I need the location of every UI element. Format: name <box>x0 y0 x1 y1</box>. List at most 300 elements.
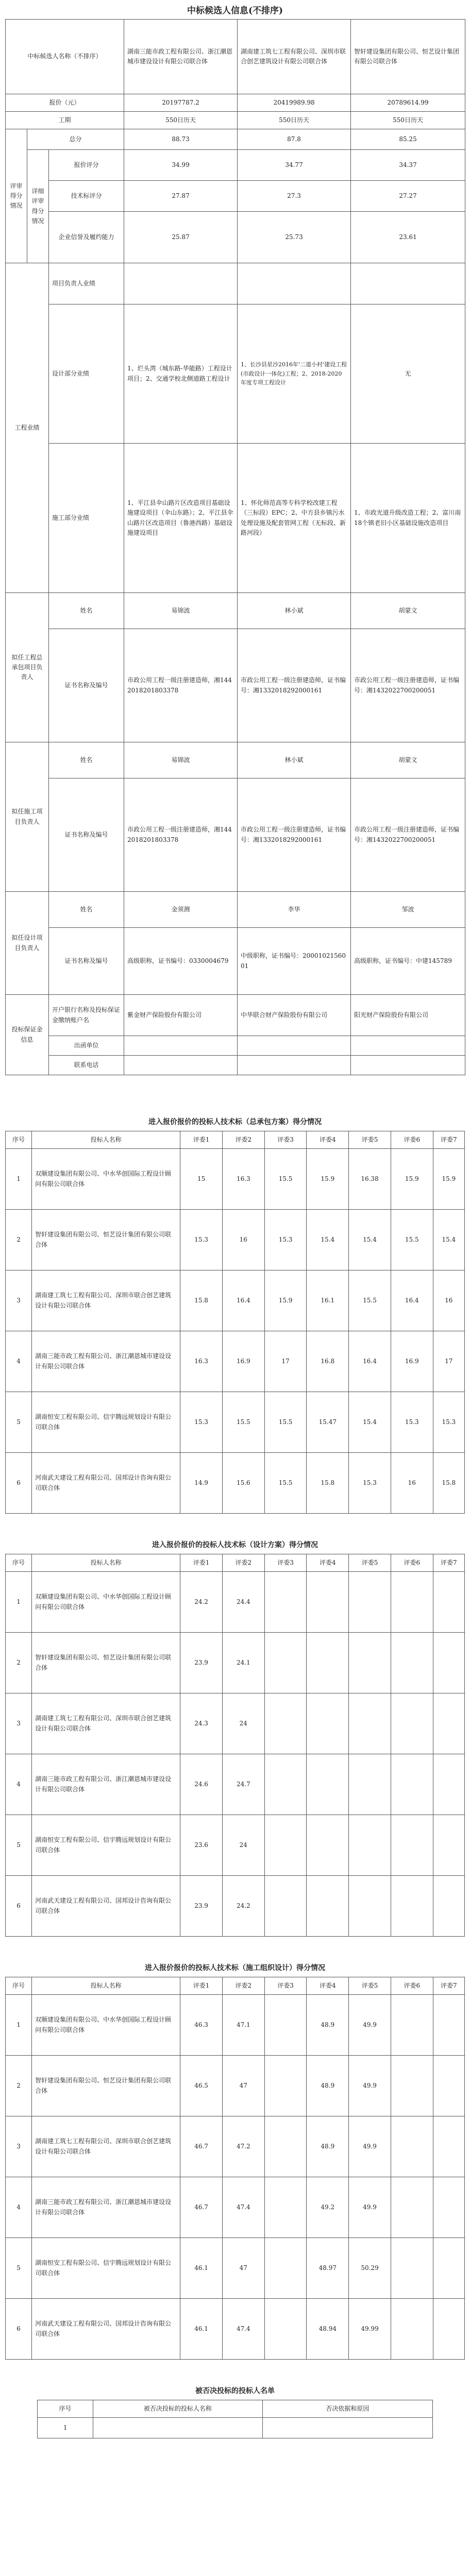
row-index: 6 <box>6 2299 32 2360</box>
perf-row-label: 施工部分业绩 <box>49 444 124 593</box>
judge-score: 23.9 <box>180 1633 223 1693</box>
judge-score <box>264 1995 307 2056</box>
col-header: 序号 <box>6 1977 32 1995</box>
col-header: 评委3 <box>264 1554 307 1572</box>
judge-score: 23.6 <box>180 1815 223 1876</box>
table-row <box>6 2056 465 2116</box>
price-value: 20419989.98 <box>238 94 351 112</box>
judge-score <box>264 2116 307 2177</box>
bidder-name: 湖南三能市政工程有限公司、浙江潮恩城市建设设计有限公司联合体 <box>32 1331 180 1392</box>
col-header: 评委7 <box>433 1977 464 1995</box>
detail-score: 27.87 <box>124 181 238 212</box>
bond-value <box>238 1036 351 1056</box>
bidder-name: 河南武天建设工程有限公司、国邦设计咨询有限公司联合体 <box>32 1876 180 1937</box>
judge-score: 16.3 <box>180 1331 223 1392</box>
judge-score: 24.6 <box>180 1754 223 1815</box>
judge-score: 15.8 <box>433 1453 464 1514</box>
judge-score <box>433 1815 464 1876</box>
judge-score: 16.38 <box>349 1149 391 1210</box>
row-index: 4 <box>6 1754 32 1815</box>
judge-score <box>307 1815 349 1876</box>
judge-score <box>391 1754 433 1815</box>
judge-score: 15.3 <box>391 1392 433 1453</box>
period-value: 550日历天 <box>351 112 465 129</box>
col-header: 投标人名称 <box>32 1131 180 1149</box>
page-title: 中标候选人信息(不排序) <box>187 6 283 16</box>
eval-group-label: 评审得分情况 <box>6 129 27 263</box>
detail-label: 企业信誉及履约能力 <box>49 212 124 263</box>
dm-cert: 中级职称，证书编号：2000102156001 <box>238 928 351 995</box>
judge-score: 46.1 <box>180 2299 223 2360</box>
row-index: 5 <box>6 1392 32 1453</box>
judge-score <box>391 1633 433 1693</box>
judge-score: 17 <box>433 1331 464 1392</box>
bond-row-label: 出函单位 <box>49 1036 124 1056</box>
judge-score <box>433 2177 464 2238</box>
judge-score: 49.2 <box>307 2177 349 2238</box>
row-index: 5 <box>6 2238 32 2299</box>
judge-score: 16.9 <box>391 1331 433 1392</box>
table-row <box>6 1149 465 1210</box>
score-table <box>5 1554 465 1937</box>
judge-score <box>433 1633 464 1693</box>
perf-value <box>124 263 238 304</box>
table-row <box>6 2299 465 2360</box>
period-value: 550日历天 <box>238 112 351 129</box>
judge-score: 24 <box>222 1815 264 1876</box>
judge-score <box>391 1815 433 1876</box>
row-index: 4 <box>6 1331 32 1392</box>
judge-score <box>264 2238 307 2299</box>
judge-score: 16.4 <box>222 1270 264 1331</box>
judge-score: 15.5 <box>222 1392 264 1453</box>
price-label: 报价（元） <box>6 94 124 112</box>
judge-score: 16 <box>433 1270 464 1331</box>
perf-value: 1、平江县伞山路片区改造项目基础设施建设项目（伞山东路）；2、平江县伞山路片区改造项目（鲁港西路）基础设施建设项目 <box>124 444 238 593</box>
table-row <box>6 1270 465 1331</box>
judge-score: 48.9 <box>307 2116 349 2177</box>
table-row <box>6 2238 465 2299</box>
bidder-name: 湖南恒安工程有限公司、信宇腾远规划设计有限公司联合体 <box>32 1392 180 1453</box>
judge-score: 48.9 <box>307 1995 349 2056</box>
row-index: 6 <box>6 1876 32 1937</box>
col-header: 评委5 <box>349 1131 391 1149</box>
perf-value: 无 <box>351 304 465 444</box>
table-row <box>6 1392 465 1453</box>
judge-score <box>264 2299 307 2360</box>
judge-score: 24.3 <box>180 1693 223 1754</box>
judge-score: 47 <box>222 2056 264 2116</box>
score-table <box>5 1131 465 1514</box>
judge-score: 49.9 <box>349 2056 391 2116</box>
judge-score <box>433 1995 464 2056</box>
table-row <box>6 1331 465 1392</box>
judge-score: 15.3 <box>264 1210 307 1270</box>
rejected-table <box>37 2400 432 2438</box>
dm-name-label: 姓名 <box>49 892 124 928</box>
judge-score: 49.9 <box>349 2177 391 2238</box>
judge-score <box>433 2299 464 2360</box>
total-score: 87.8 <box>238 129 351 150</box>
bidder-name: 河南武天建设工程有限公司、国邦设计咨询有限公司联合体 <box>32 2299 180 2360</box>
judge-score: 15.6 <box>222 1453 264 1514</box>
judge-score <box>307 1754 349 1815</box>
cm-cert-label: 证书名称及编号 <box>49 778 124 892</box>
pm-group-label: 拟任工程总承包项目负责人 <box>6 593 49 742</box>
judge-score: 15.4 <box>349 1392 391 1453</box>
judge-score <box>433 2056 464 2116</box>
candidate-name: 湖南三能市政工程有限公司、浙江潮恩城市建设设计有限公司联合体 <box>124 20 238 94</box>
cm-group-label: 拟任施工项目负责人 <box>6 742 49 892</box>
row-index: 6 <box>6 1453 32 1514</box>
perf-value <box>238 263 351 304</box>
table-row <box>6 1572 465 1633</box>
judge-score: 24.4 <box>222 1572 264 1633</box>
col-header: 投标人名称 <box>32 1977 180 1995</box>
row-index: 1 <box>38 2418 93 2438</box>
judge-score: 23.9 <box>180 1876 223 1937</box>
col-header: 评委2 <box>222 1554 264 1572</box>
bond-value <box>238 1056 351 1075</box>
dm-name: 李华 <box>238 892 351 928</box>
judge-score: 47.4 <box>222 2299 264 2360</box>
table-row <box>6 1693 465 1754</box>
row-index: 2 <box>6 1210 32 1270</box>
col-header: 评委4 <box>307 1977 349 1995</box>
judge-score: 16.4 <box>349 1331 391 1392</box>
col-header: 评委7 <box>433 1554 464 1572</box>
score-tables <box>5 1111 465 2380</box>
pm-cert: 市政公用工程一级注册建造师，证书编号：湘1332018292000161 <box>238 629 351 742</box>
row-index: 5 <box>6 1815 32 1876</box>
bond-group-label: 投标保证金信息 <box>6 995 49 1075</box>
candidate-name: 湖南建工筑七工程有限公司、深圳市联合创艺建筑设计有限公司联合体 <box>238 20 351 94</box>
table-row <box>6 1995 465 2056</box>
col-header: 评委3 <box>264 1131 307 1149</box>
judge-score: 15.8 <box>307 1453 349 1514</box>
judge-score <box>264 2177 307 2238</box>
judge-score <box>307 1693 349 1754</box>
bidder-name: 双顺建设集团有限公司、中水华创国际工程设计顾问有限公司联合体 <box>32 1572 180 1633</box>
row-index: 2 <box>6 1633 32 1693</box>
judge-score: 16.8 <box>307 1331 349 1392</box>
cm-cert: 市政公用工程一级注册建造师，证书编号：湘1332018292000161 <box>238 778 351 892</box>
judge-score: 15.5 <box>264 1149 307 1210</box>
score-table <box>5 1977 465 2360</box>
detail-label: 报价评分 <box>49 150 124 181</box>
detail-score: 27.27 <box>351 181 465 212</box>
table-row <box>6 1633 465 1693</box>
pm-name-label: 姓名 <box>49 593 124 629</box>
col-header: 被否决投标的投标人名称 <box>93 2400 262 2418</box>
judge-score: 15.9 <box>264 1270 307 1331</box>
candidate-info-table <box>5 19 465 1075</box>
judge-score: 15.9 <box>433 1149 464 1210</box>
judge-score: 46.7 <box>180 2116 223 2177</box>
cm-cert: 市政公用工程一级注册建造师，湘1442018201803378 <box>124 778 238 892</box>
bidder-name: 湖南恒安工程有限公司、信宇腾远规划设计有限公司联合体 <box>32 2238 180 2299</box>
total-score: 88.73 <box>124 129 238 150</box>
score-table-title: 进入报价报价的投标人技术标（总承包方案）得分情况 <box>148 1118 322 1126</box>
judge-score: 17 <box>264 1331 307 1392</box>
judge-score: 47.4 <box>222 2177 264 2238</box>
judge-score: 14.9 <box>180 1453 223 1514</box>
judge-score <box>391 2116 433 2177</box>
row-index: 3 <box>6 1270 32 1331</box>
judge-score: 15.5 <box>349 1270 391 1331</box>
col-header: 评委1 <box>180 1977 223 1995</box>
judge-score <box>264 1876 307 1937</box>
judge-score <box>391 2299 433 2360</box>
row-index: 2 <box>6 2056 32 2116</box>
bond-value: 紫金财产保险股份有限公司 <box>124 995 238 1036</box>
cm-name-label: 姓名 <box>49 742 124 778</box>
judge-score <box>433 1754 464 1815</box>
judge-score <box>349 1815 391 1876</box>
judge-score: 15.5 <box>264 1392 307 1453</box>
col-header: 评委6 <box>391 1554 433 1572</box>
total-score: 85.25 <box>351 129 465 150</box>
bond-value <box>351 1036 465 1056</box>
judge-score: 16 <box>391 1453 433 1514</box>
perf-value <box>351 263 465 304</box>
judge-score <box>264 1815 307 1876</box>
judge-score <box>349 1693 391 1754</box>
col-header: 否决依据和原因 <box>263 2400 432 2418</box>
col-header: 评委1 <box>180 1131 223 1149</box>
detail-score: 34.77 <box>238 150 351 181</box>
judge-score: 16 <box>222 1210 264 1270</box>
bidder-name: 智轩建设集团有限公司、恒艺设计集团有限公司联合体 <box>32 1633 180 1693</box>
perf-value: 1、烂头湾（城东路-华能路）工程设计项目；2、交通学校北侧道路工程设计 <box>124 304 238 444</box>
judge-score: 24.1 <box>222 1633 264 1693</box>
col-header: 序号 <box>6 1131 32 1149</box>
row-index: 1 <box>6 1995 32 2056</box>
judge-score <box>349 1754 391 1815</box>
row-index: 3 <box>6 2116 32 2177</box>
judge-score: 48.94 <box>307 2299 349 2360</box>
judge-score <box>264 1754 307 1815</box>
cm-name: 胡蒙文 <box>351 742 465 778</box>
judge-score: 24.2 <box>222 1876 264 1937</box>
cm-name: 林小斌 <box>238 742 351 778</box>
bond-value <box>124 1056 238 1075</box>
judge-score: 50.29 <box>349 2238 391 2299</box>
col-header: 评委4 <box>307 1554 349 1572</box>
pm-name: 易锦波 <box>124 593 238 629</box>
col-header: 评委1 <box>180 1554 223 1572</box>
pm-name: 林小斌 <box>238 593 351 629</box>
judge-score <box>307 1633 349 1693</box>
dm-cert: 高级职称，证书编号：0330004679 <box>124 928 238 995</box>
score-table-title: 进入报价报价的投标人技术标（施工组织设计）得分情况 <box>145 1964 325 1972</box>
judge-score: 15.3 <box>349 1453 391 1514</box>
judge-score: 16.4 <box>391 1270 433 1331</box>
perf-value: 1、怀化师范高等专科学校改建工程（三标段）EPC；2、中方县乡镇污水处理设施及配套管网工程（无标段、新路河段） <box>238 444 351 593</box>
col-header: 评委7 <box>433 1131 464 1149</box>
price-value: 20789614.99 <box>351 94 465 112</box>
table-row <box>6 2177 465 2238</box>
document-page <box>5 0 465 2438</box>
judge-score: 15.9 <box>307 1149 349 1210</box>
pm-cert: 市政公用工程一级注册建造师，湘1442018201803378 <box>124 629 238 742</box>
bidder-name: 湖南三能市政工程有限公司、浙江潮恩城市建设设计有限公司联合体 <box>32 2177 180 2238</box>
judge-score: 15.4 <box>349 1210 391 1270</box>
bidder-name: 双顺建设集团有限公司、中水华创国际工程设计顾问有限公司联合体 <box>32 1149 180 1210</box>
judge-score <box>391 2056 433 2116</box>
bidder-name: 河南武天建设工程有限公司、国邦设计咨询有限公司联合体 <box>32 1453 180 1514</box>
pm-cert-label: 证书名称及编号 <box>49 629 124 742</box>
row-index: 1 <box>6 1149 32 1210</box>
row-index: 3 <box>6 1693 32 1754</box>
candidates-header: 中标候选人名称（不排序） <box>6 20 124 94</box>
rejected-reason <box>263 2418 432 2438</box>
bond-value <box>351 1056 465 1075</box>
judge-score <box>433 1572 464 1633</box>
judge-score <box>349 1572 391 1633</box>
judge-score: 46.7 <box>180 2177 223 2238</box>
perf-row-label: 设计部分业绩 <box>49 304 124 444</box>
judge-score: 15.3 <box>180 1210 223 1270</box>
judge-score: 46.5 <box>180 2056 223 2116</box>
judge-score <box>264 1693 307 1754</box>
judge-score <box>433 2116 464 2177</box>
judge-score: 48.97 <box>307 2238 349 2299</box>
cm-cert: 市政公用工程一级注册建造师，证书编号：湘1432022700200051 <box>351 778 465 892</box>
perf-value: 1、市政光道升级改造工程；2、富川南18个镇老旧小区基础设施改造项目 <box>351 444 465 593</box>
perf-row-label: 项目负责人业绩 <box>49 263 124 304</box>
table-row <box>6 1210 465 1270</box>
judge-score <box>433 1693 464 1754</box>
bidder-name: 湖南建工筑七工程有限公司、深圳市联合创艺建筑设计有限公司联合体 <box>32 2116 180 2177</box>
judge-score: 15.5 <box>391 1210 433 1270</box>
dm-name: 邹波 <box>351 892 465 928</box>
col-header: 评委4 <box>307 1131 349 1149</box>
detail-score: 25.73 <box>238 212 351 263</box>
judge-score <box>307 1876 349 1937</box>
judge-score: 15.3 <box>433 1392 464 1453</box>
judge-score <box>349 1633 391 1693</box>
row-index: 4 <box>6 2177 32 2238</box>
judge-score: 15.4 <box>307 1210 349 1270</box>
price-value: 20197787.2 <box>124 94 238 112</box>
judge-score: 15.4 <box>433 1210 464 1270</box>
detail-score: 34.99 <box>124 150 238 181</box>
judge-score <box>264 1633 307 1693</box>
period-value: 550日历天 <box>124 112 238 129</box>
judge-score: 16.1 <box>307 1270 349 1331</box>
judge-score: 16.3 <box>222 1149 264 1210</box>
score-table-title: 进入报价报价的投标人技术标（设计方案）得分情况 <box>152 1541 318 1549</box>
period-label: 工期 <box>6 112 124 129</box>
judge-score: 15.3 <box>180 1392 223 1453</box>
judge-score: 15.47 <box>307 1392 349 1453</box>
judge-score: 16.9 <box>222 1331 264 1392</box>
bond-value <box>124 1036 238 1056</box>
detail-group-label: 详细评审得分情况 <box>27 150 49 263</box>
judge-score: 24 <box>222 1693 264 1754</box>
bidder-name: 双顺建设集团有限公司、中水华创国际工程设计顾问有限公司联合体 <box>32 1995 180 2056</box>
col-header: 评委3 <box>264 1977 307 1995</box>
judge-score <box>391 2177 433 2238</box>
bidder-name: 湖南建工筑七工程有限公司、深圳市联合创艺建筑设计有限公司联合体 <box>32 1693 180 1754</box>
col-header: 评委5 <box>349 1977 391 1995</box>
bidder-name: 湖南恒安工程有限公司、信宇腾远规划设计有限公司联合体 <box>32 1815 180 1876</box>
row-index: 1 <box>6 1572 32 1633</box>
cm-name: 易锦波 <box>124 742 238 778</box>
bond-row-label: 开户银行名称及投标保证金缴纳账户名 <box>49 995 124 1036</box>
judge-score: 15.9 <box>391 1149 433 1210</box>
judge-score: 46.1 <box>180 2238 223 2299</box>
rejected-name <box>93 2418 262 2438</box>
table-row <box>6 1876 465 1937</box>
judge-score: 47.1 <box>222 1995 264 2056</box>
judge-score: 48.9 <box>307 2056 349 2116</box>
bidder-name: 智轩建设集团有限公司、恒艺设计集团有限公司联合体 <box>32 1210 180 1270</box>
judge-score: 47.2 <box>222 2116 264 2177</box>
judge-score <box>433 1876 464 1937</box>
judge-score <box>391 2238 433 2299</box>
detail-score: 23.61 <box>351 212 465 263</box>
col-header: 评委2 <box>222 1977 264 1995</box>
bidder-name: 智轩建设集团有限公司、恒艺设计集团有限公司联合体 <box>32 2056 180 2116</box>
judge-score <box>391 1995 433 2056</box>
judge-score: 47 <box>222 2238 264 2299</box>
judge-score <box>433 2238 464 2299</box>
judge-score <box>349 1876 391 1937</box>
candidate-name: 智轩建设集团有限公司、恒艺设计集团有限公司联合体 <box>351 20 465 94</box>
dm-cert-label: 证书名称及编号 <box>49 928 124 995</box>
dm-name: 金须测 <box>124 892 238 928</box>
bond-row-label: 联系电话 <box>49 1056 124 1075</box>
pm-cert: 市政公用工程一级注册建造师，证书编号：湘1432022700200051 <box>351 629 465 742</box>
dm-cert: 高级职称，证书编号：中建145789 <box>351 928 465 995</box>
judge-score <box>307 1572 349 1633</box>
judge-score: 49.99 <box>349 2299 391 2360</box>
judge-score <box>264 2056 307 2116</box>
judge-score: 15.5 <box>264 1453 307 1514</box>
col-header: 评委5 <box>349 1554 391 1572</box>
judge-score <box>391 1876 433 1937</box>
detail-score: 25.87 <box>124 212 238 263</box>
col-header: 评委6 <box>391 1131 433 1149</box>
col-header: 序号 <box>6 1554 32 1572</box>
judge-score: 24.7 <box>222 1754 264 1815</box>
judge-score: 49.9 <box>349 1995 391 2056</box>
judge-score: 24.2 <box>180 1572 223 1633</box>
bond-value: 中华联合财产保险股份有限公司 <box>238 995 351 1036</box>
rejected-title: 被否决投标的投标人名单 <box>195 2387 275 2395</box>
judge-score: 15 <box>180 1149 223 1210</box>
judge-score <box>264 1572 307 1633</box>
pm-name: 胡蒙文 <box>351 593 465 629</box>
detail-score: 34.37 <box>351 150 465 181</box>
table-row <box>6 1754 465 1815</box>
judge-score <box>391 1572 433 1633</box>
detail-score: 27.3 <box>238 181 351 212</box>
col-header: 评委2 <box>222 1131 264 1149</box>
judge-score: 49.9 <box>349 2116 391 2177</box>
col-header: 评委6 <box>391 1977 433 1995</box>
perf-label: 工程业绩 <box>6 263 49 593</box>
bidder-name: 湖南建工筑七工程有限公司、深圳市联合创艺建筑设计有限公司联合体 <box>32 1270 180 1331</box>
table-row <box>6 2116 465 2177</box>
col-header: 投标人名称 <box>32 1554 180 1572</box>
table-row <box>6 1815 465 1876</box>
judge-score <box>391 1693 433 1754</box>
table-row <box>6 1453 465 1514</box>
dm-group-label: 拟任设计项目负责人 <box>6 892 49 995</box>
